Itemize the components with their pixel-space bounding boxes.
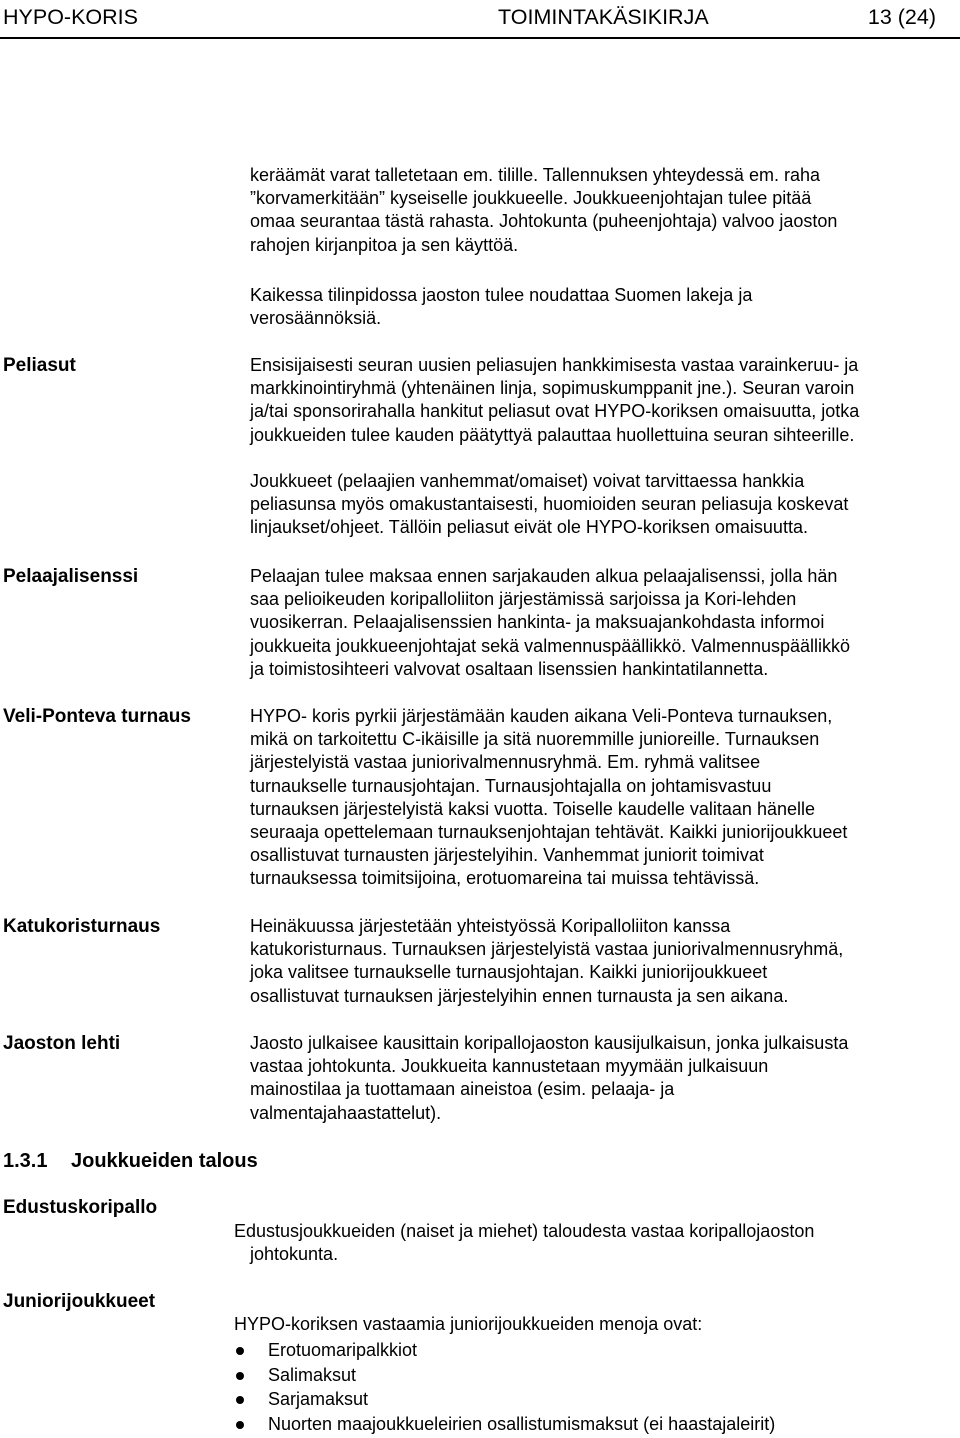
text-line: joukkueiden tulee kauden päätyttyä palauttaa huollettuina seuran sihteerille. bbox=[250, 424, 855, 445]
text-line: vuosikerran. Pelaajalisenssien hankinta- ja maksuajankohdasta informoi bbox=[250, 612, 825, 633]
text-line: peliasunsa myös omakustantaisesti, huomioiden seuran peliasuja koskevat bbox=[250, 494, 849, 515]
text-line: omaa seurantaa tästä rahasta. Johtokunta (puheenjohtaja) valvoo jaoston bbox=[250, 211, 838, 232]
header-page-number: 13 (24) bbox=[867, 5, 936, 29]
text-line: seuraaja opettelemaan turnauksenjohtajan tehtävät. Kaikki juniorijoukkueet bbox=[250, 821, 848, 842]
veli-ponteva-paragraph bbox=[250, 705, 847, 891]
juniorit-intro bbox=[234, 1313, 702, 1336]
text-line: keräämät varat talletetaan em. tilille. Tallennuksen yhteydessä em. raha bbox=[250, 165, 820, 185]
intro-paragraph bbox=[250, 164, 837, 257]
text-line: katukoristurnaus. Turnauksen järjestelyistä vastaa juniorivalmennusryhmä, bbox=[250, 939, 844, 960]
text-line: Pelaajan tulee maksaa ennen sarjakauden alkua pelaajalisenssi, jolla hän bbox=[250, 566, 838, 586]
header-company: HYPO-KORIS bbox=[3, 5, 138, 29]
text-line: saa pelioikeuden koripalloliiton järjestämissä sarjoissa ja Kori-lehden bbox=[250, 589, 797, 610]
text-line: Kaikessa tilinpidossa jaoston tulee noudattaa Suomen lakeja ja bbox=[250, 285, 753, 305]
text-line: osallistuvat turnauksen järjestelyihin ennen turnausta ja sen aikana. bbox=[250, 985, 789, 1006]
text-line: verosäännöksiä. bbox=[250, 308, 382, 329]
text-line: turnaukselle turnausjohtajan. Turnausjohtajalla on johtamisvastuu bbox=[250, 775, 772, 796]
header-rule bbox=[0, 37, 960, 39]
peliasut-paragraph-1 bbox=[250, 354, 859, 447]
label-jaoston-lehti: Jaoston lehti bbox=[3, 1033, 121, 1054]
label-pelaajalisenssi: Pelaajalisenssi bbox=[3, 566, 139, 587]
text-line: mikä on tarkoitettu C-ikäisille ja sitä nuoremmille junioreille. Turnauksen bbox=[250, 729, 820, 750]
peliasut-paragraph-2 bbox=[250, 470, 848, 540]
text-line: vastaa johtokunta. Joukkueita kannustetaan myymään julkaisuun bbox=[250, 1056, 769, 1077]
text-line: Ensisijaisesti seuran uusien peliasujen hankkimisesta vastaa varainkeruu- ja bbox=[250, 355, 859, 375]
text-line: johtokunta. bbox=[250, 1244, 339, 1265]
text-line: linjaukset/ohjeet. Tällöin peliasut eivät ole HYPO-koriksen omaisuutta. bbox=[250, 517, 808, 538]
text-line: joka valitsee turnaukselle turnausjohtajan. Kaikki juniorijoukkueet bbox=[250, 962, 768, 983]
text-line: osallistuvat turnausten järjestelyihin. Vanhemmat juniorit toimivat bbox=[250, 845, 764, 866]
text-line: mainostilaa ja tuottamaan aineistoa (esim. pelaaja- ja bbox=[250, 1079, 675, 1100]
list-item: Nuorten maajoukkueleirien osallistumismaksut (ei haastajaleirit) bbox=[234, 1413, 775, 1438]
edustus-paragraph bbox=[234, 1220, 814, 1266]
lehti-paragraph bbox=[250, 1032, 848, 1125]
text-line: turnauksen järjestelyistä kaksi vuotta. Toiselle kaudelle valitaan hänelle bbox=[250, 798, 815, 819]
label-juniorijoukkueet: Juniorijoukkueet bbox=[3, 1291, 156, 1312]
text-line: markkinointiryhmä (yhtenäinen linja, sopimuskumppanit jne.). Seuran varoin bbox=[250, 378, 855, 399]
text-line: joukkueita joukkueenjohtajat sekä valmennuspäällikkö. Valmennuspäällikkö bbox=[250, 635, 851, 656]
label-katukoristurnaus: Katukoristurnaus bbox=[3, 916, 161, 937]
section-title: Joukkueiden talous bbox=[71, 1150, 258, 1172]
label-edustuskoripallo: Edustuskoripallo bbox=[3, 1197, 158, 1218]
text-line: rahojen kirjanpitoa ja sen käyttöä. bbox=[250, 234, 519, 255]
label-peliasut: Peliasut bbox=[3, 355, 76, 376]
text-line: HYPO- koris pyrkii järjestämään kauden aikana Veli-Ponteva turnauksen, bbox=[250, 706, 833, 726]
intro-paragraph-2 bbox=[250, 284, 752, 330]
text-line: HYPO-koriksen vastaamia juniorijoukkueiden menoja ovat: bbox=[234, 1314, 703, 1334]
katukoris-paragraph bbox=[250, 915, 843, 1008]
text-line: ja toimistosihteeri valvovat osaltaan lisenssien hankintatilannetta. bbox=[250, 658, 769, 679]
text-line: Jaosto julkaisee kausittain koripallojaoston kausijulkaisun, jonka julkaisusta bbox=[250, 1033, 849, 1053]
text-line: järjestelyistä vastaa juniorivalmennusryhmä. Em. ryhmä valitsee bbox=[250, 752, 761, 773]
pelaajalisenssi-paragraph bbox=[250, 565, 850, 681]
list-item: Erotuomaripalkkiot bbox=[234, 1339, 775, 1364]
juniorit-expense-list bbox=[234, 1339, 775, 1437]
text-line: valmentajahaastattelut). bbox=[250, 1102, 442, 1123]
text-line: Joukkueet (pelaajien vanhemmat/omaiset) voivat tarvittaessa hankkia bbox=[250, 471, 805, 491]
text-line: turnauksessa toimitsijoina, erotuomareina tai muissa tehtävissä. bbox=[250, 868, 760, 889]
label-veli-ponteva: Veli-Ponteva turnaus bbox=[3, 706, 191, 727]
text-line: ja/tai sponsorirahalla hankitut peliasut ovat HYPO-koriksen omaisuutta, jotka bbox=[250, 401, 860, 422]
section-heading bbox=[3, 1149, 258, 1173]
list-item: Salimaksut bbox=[234, 1364, 775, 1389]
text-line: Edustusjoukkueiden (naiset ja miehet) taloudesta vastaa koripallojaoston bbox=[234, 1221, 815, 1241]
list-item: Sarjamaksut bbox=[234, 1388, 775, 1413]
section-number: 1.3.1 bbox=[3, 1150, 48, 1172]
header-document-title: TOIMINTAKÄSIKIRJA bbox=[498, 5, 709, 29]
text-line: ”korvamerkitään” kyseiselle joukkueelle. Joukkueenjohtajan tulee pitää bbox=[250, 188, 812, 209]
text-line: Heinäkuussa järjestetään yhteistyössä Koripalloliiton kanssa bbox=[250, 916, 731, 936]
